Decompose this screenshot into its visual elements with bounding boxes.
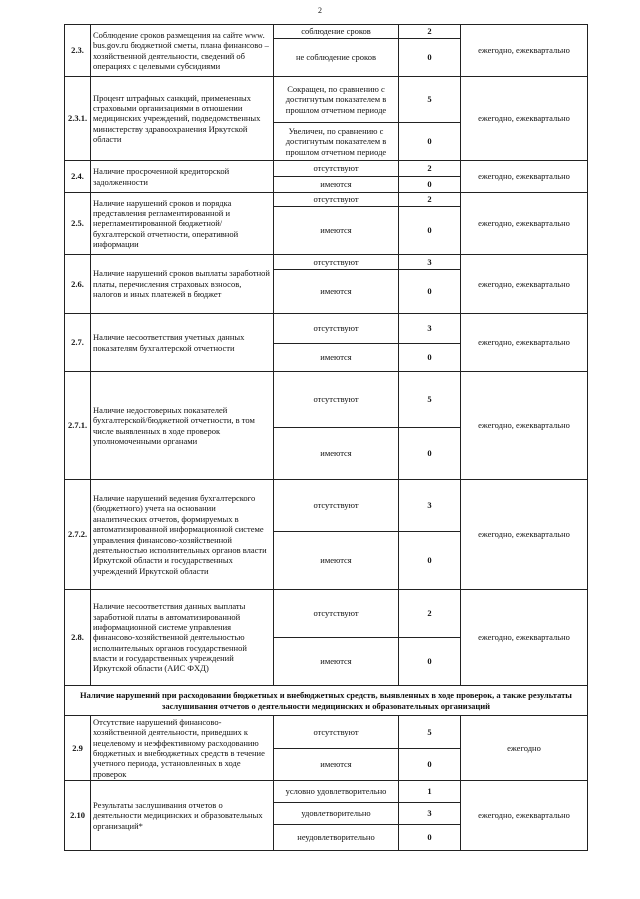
reporting-period: ежегодно, ежеквартально	[461, 25, 588, 77]
indicator-name: Соблюдение сроков размещения на сайте www. bus.gov.ru бюджетной сметы, плана финансово – хозяйственной деятельности, сведений об операциях с целевыми субсидиями	[91, 25, 274, 77]
indicator-number: 2.4.	[65, 161, 91, 193]
criterion-score: 0	[399, 344, 461, 372]
criterion-score: 2	[399, 25, 461, 39]
criterion-text: имеются	[274, 177, 399, 193]
table-row	[65, 161, 588, 177]
criterion-text: имеются	[274, 532, 399, 590]
indicator-name: Наличие несоответствия данных выплаты заработной платы в автоматизированной информационной системе управления финансово-хозяйственной деятельностью исполнительных органов государственной власти и государственных учреждений Иркутской области (АИС ФХД)	[91, 590, 274, 686]
reporting-period: ежегодно	[461, 716, 588, 781]
criterion-text: имеются	[274, 344, 399, 372]
criterion-score: 0	[399, 428, 461, 480]
reporting-period: ежегодно, ежеквартально	[461, 193, 588, 255]
section-header: Наличие нарушений при расходовании бюджетных и внебюджетных средств, выявленных в ходе проверок, а также результаты заслушивания отчетов о деятельности медицинских и образовательных организаций	[65, 686, 588, 716]
criterion-text: Увеличен, по сравнению с достигнутым показателем в прошлом отчетном периоде	[274, 123, 399, 161]
criterion-score: 5	[399, 77, 461, 123]
indicator-number: 2.7.1.	[65, 372, 91, 480]
criterion-text: отсутствуют	[274, 372, 399, 428]
reporting-period: ежегодно, ежеквартально	[461, 372, 588, 480]
criterion-text: отсутствуют	[274, 314, 399, 344]
criterion-score: 2	[399, 193, 461, 207]
indicator-name: Наличие нарушений сроков и порядка представления регламентированной и нерегламентированной бюджетной/бухгалтерской отчетности, оперативной информации	[91, 193, 274, 255]
indicator-name: Наличие несоответствия учетных данных показателям бухгалтерской отчетности	[91, 314, 274, 372]
criterion-score: 2	[399, 161, 461, 177]
table-row	[65, 590, 588, 638]
table-row	[65, 372, 588, 428]
criterion-text: неудовлетворительно	[274, 825, 399, 851]
criterion-text: отсутствуют	[274, 716, 399, 749]
indicator-name: Наличие нарушений сроков выплаты заработной платы, перечисления страховых взносов, налогов и иных платежей в бюджет	[91, 255, 274, 314]
indicator-number: 2.5.	[65, 193, 91, 255]
criterion-text: имеются	[274, 428, 399, 480]
page-number: 2	[318, 6, 322, 15]
criterion-score: 0	[399, 123, 461, 161]
table-row	[65, 314, 588, 344]
criterion-text: имеются	[274, 270, 399, 314]
criterion-text: отсутствуют	[274, 193, 399, 207]
indicator-number: 2.9	[65, 716, 91, 781]
criterion-text: соблюдение сроков	[274, 25, 399, 39]
table-row	[65, 716, 588, 749]
criterion-score: 3	[399, 314, 461, 344]
criterion-text: отсутствуют	[274, 590, 399, 638]
indicator-number: 2.10	[65, 781, 91, 851]
criterion-score: 0	[399, 532, 461, 590]
criterion-text: имеются	[274, 638, 399, 686]
indicator-name: Наличие недостоверных показателей бухгалтерской/бюджетной отчетности, в том числе выявленных в ходе проверок уполномоченными органами	[91, 372, 274, 480]
table-row	[65, 480, 588, 532]
criterion-text: имеются	[274, 207, 399, 255]
criterion-score: 3	[399, 803, 461, 825]
criterion-text: имеются	[274, 748, 399, 781]
indicator-number: 2.3.1.	[65, 77, 91, 161]
indicator-name: Наличие нарушений ведения бухгалтерского (бюджетного) учета на основании аналитических отчетов, формируемых в автоматизированной информационной системе управления финансово-хозяйственной деятельностью исполнительных органов власти Иркутской области и государственных учреждений Иркутской области	[91, 480, 274, 590]
criterion-score: 2	[399, 590, 461, 638]
criterion-text: условно удовлетворительно	[274, 781, 399, 803]
criterion-score: 5	[399, 716, 461, 749]
table-row	[65, 25, 588, 39]
indicator-number: 2.7.	[65, 314, 91, 372]
section-header-row	[65, 686, 588, 716]
reporting-period: ежегодно, ежеквартально	[461, 77, 588, 161]
indicator-name: Отсутствие нарушений финансово-хозяйственной деятельности, приведших к нецелевому и неэффективному расходованию бюджетных и внебюджетных средств в течение учетного периода, установленных в ходе проверок	[91, 716, 274, 781]
reporting-period: ежегодно, ежеквартально	[461, 781, 588, 851]
reporting-period: ежегодно, ежеквартально	[461, 314, 588, 372]
table-row	[65, 781, 588, 803]
reporting-period: ежегодно, ежеквартально	[461, 480, 588, 590]
indicator-number: 2.7.2.	[65, 480, 91, 590]
criterion-text: отсутствуют	[274, 255, 399, 270]
criterion-score: 0	[399, 39, 461, 77]
criterion-score: 5	[399, 372, 461, 428]
indicator-name: Результаты заслушивания отчетов о деятельности медицинских и образовательных организаций*	[91, 781, 274, 851]
criterion-text: не соблюдение сроков	[274, 39, 399, 77]
reporting-period: ежегодно, ежеквартально	[461, 161, 588, 193]
criterion-score: 3	[399, 255, 461, 270]
criteria-table-body	[65, 25, 588, 851]
criterion-text: удовлетворительно	[274, 803, 399, 825]
indicator-number: 2.3.	[65, 25, 91, 77]
criterion-text: отсутствуют	[274, 480, 399, 532]
indicator-name: Процент штрафных санкций, примененных страховыми организациями в отношении медицинских учреждений, подведомственных министерству здравоохранения Иркутской области	[91, 77, 274, 161]
indicator-name: Наличие просроченной кредиторской задолженности	[91, 161, 274, 193]
criterion-score: 0	[399, 270, 461, 314]
criterion-score: 0	[399, 207, 461, 255]
indicator-number: 2.8.	[65, 590, 91, 686]
criterion-score: 3	[399, 480, 461, 532]
indicator-number: 2.6.	[65, 255, 91, 314]
table-row	[65, 77, 588, 123]
reporting-period: ежегодно, ежеквартально	[461, 255, 588, 314]
table-row	[65, 193, 588, 207]
criterion-text: Сокращен, по сравнению с достигнутым показателем в прошлом отчетном периоде	[274, 77, 399, 123]
criteria-table	[64, 24, 588, 851]
criterion-text: отсутствуют	[274, 161, 399, 177]
criterion-score: 0	[399, 825, 461, 851]
criterion-score: 0	[399, 748, 461, 781]
criterion-score: 0	[399, 638, 461, 686]
criterion-score: 1	[399, 781, 461, 803]
criterion-score: 0	[399, 177, 461, 193]
table-row	[65, 255, 588, 270]
reporting-period: ежегодно, ежеквартально	[461, 590, 588, 686]
